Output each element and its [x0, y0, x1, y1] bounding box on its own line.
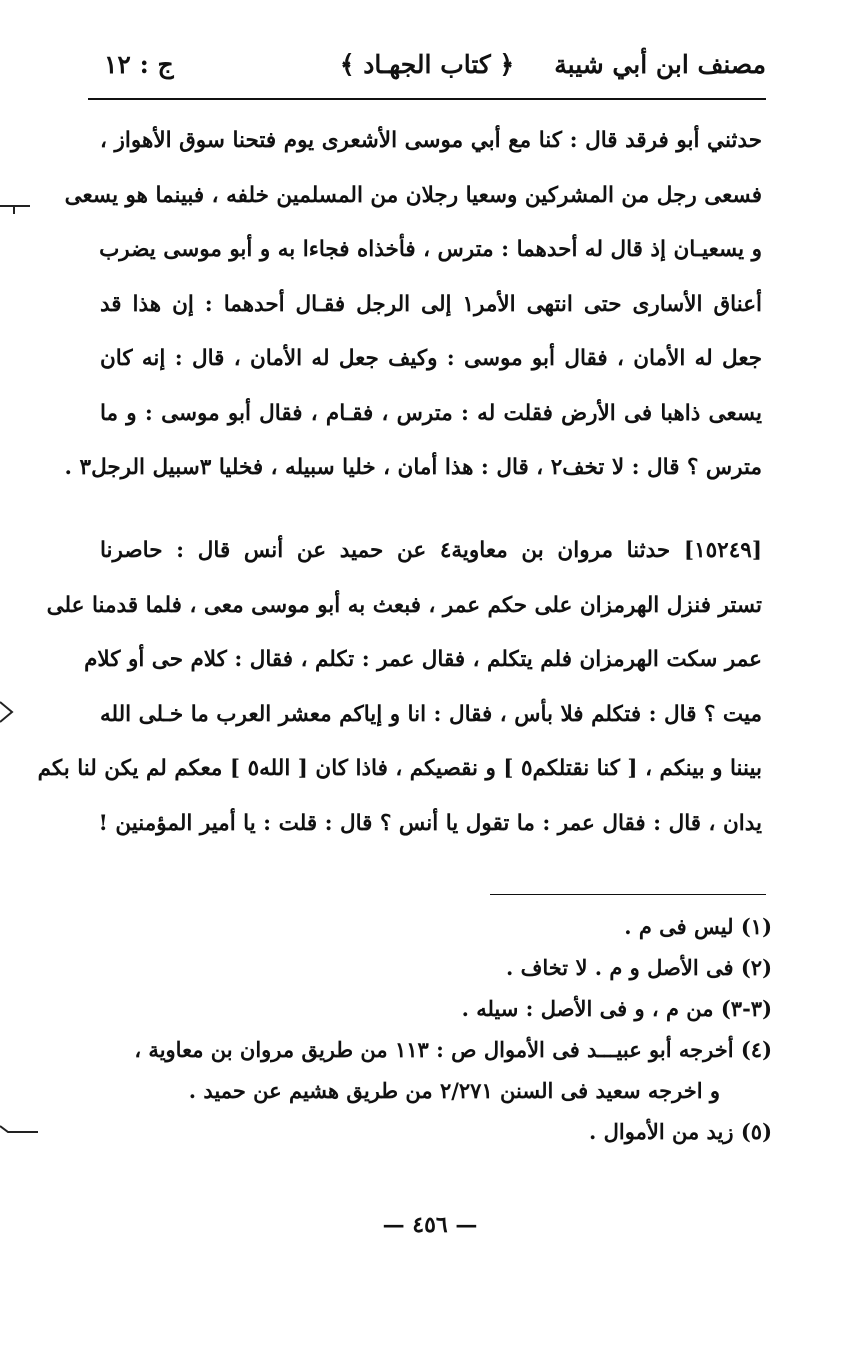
- header-rule: [88, 98, 766, 100]
- footnote: (١) ليس فى م .: [624, 914, 772, 939]
- text-line: مترس ؟ قال : لا تخف٢ ، قال : هذا أمان ، خليا سبيله ، فخليا ٣سبيل الرجل٣ .: [64, 455, 762, 480]
- footnotes: [100, 906, 772, 1152]
- text-line: يسعى ذاهبا فى الأرض فقلت له : مترس ، فقـام ، فقال أبو موسى : و ما: [100, 400, 762, 426]
- margin-mark: [0, 1120, 40, 1144]
- volume-number: ج : ١٢: [104, 50, 174, 79]
- text-line: عمر سكت الهرمزان فلم يتكلم ، فقال عمر : تكلم ، فقال : كلام حى أو كلام: [84, 647, 762, 672]
- text-line: بيننا و بينكم ، [ كنا نقتلكم٥ ] و نقصيكم ، فاذا كان [ الله٥ ] معكم لم يكن لنا بكم: [37, 756, 762, 781]
- paragraph-2: [37, 524, 763, 851]
- text-line: و يسعيـان إذ قال له أحدهما : مترس ، فأخذاه فجاءا به و أبو موسى يضرب: [99, 237, 762, 262]
- footnote: (٢) فى الأصل و م . لا تخاف .: [505, 955, 772, 980]
- paragraph-1: [64, 114, 763, 496]
- text-line: فسعى رجل من المشركين وسعيا رجلان من المسلمين خلفه ، فبينما هو يسعى: [64, 182, 762, 208]
- section-title: ﴿ كتاب الجهـاد ﴾: [339, 50, 515, 79]
- footnote: (٥) زيد من الأموال .: [589, 1119, 772, 1144]
- margin-mark: [0, 700, 16, 728]
- text-line: [١٥٢٤٩] حدثنا مروان بن معاوية٤ عن حميد عن أنس قال : حاصرنا: [100, 538, 763, 563]
- footnote-rule: [490, 894, 766, 895]
- text-line: جعل له الأمان ، فقال أبو موسى : وكيف جعل له الأمان ، قال : إنه كان: [100, 346, 762, 371]
- text-line: ميت ؟ قال : فتكلم فلا بأس ، فقال : انا و إياكم معشر العرب ما خـلى الله: [99, 701, 762, 727]
- text-line: تستر فنزل الهرمزان على حكم عمر ، فبعث به أبو موسى معى ، فلما قدمنا على: [46, 592, 762, 618]
- page-number: — ٤٥٦ —: [382, 1212, 478, 1238]
- footnote: (٤) أخرجه أبو عبيـــد فى الأموال ص : ١١٣ من طريق مروان بن معاوية ،: [134, 1037, 772, 1062]
- margin-mark: [0, 196, 34, 220]
- text-line: أعناق الأسارى حتى انتهى الأمر١ إلى الرجل فقـال أحدهما : إن هذا قد: [100, 291, 763, 317]
- book-title: مصنف ابن أبي شيبة: [554, 50, 766, 79]
- running-header: [88, 44, 766, 98]
- text-line: حدثني أبو فرقد قال : كنا مع أبي موسى الأشعرى يوم فتحنا سوق الأهواز ،: [100, 128, 762, 153]
- footnote: (٣-٣) من م ، و فى الأصل : سيله .: [461, 996, 772, 1021]
- footnote-continuation: و اخرجه سعيد فى السنن ٢/٢٧١ من طريق هشيم عن حميد .: [188, 1078, 720, 1103]
- text-line: يدان ، قال : فقال عمر : ما تقول يا أنس ؟ قال : قلت : يا أمير المؤمنين !: [98, 810, 762, 836]
